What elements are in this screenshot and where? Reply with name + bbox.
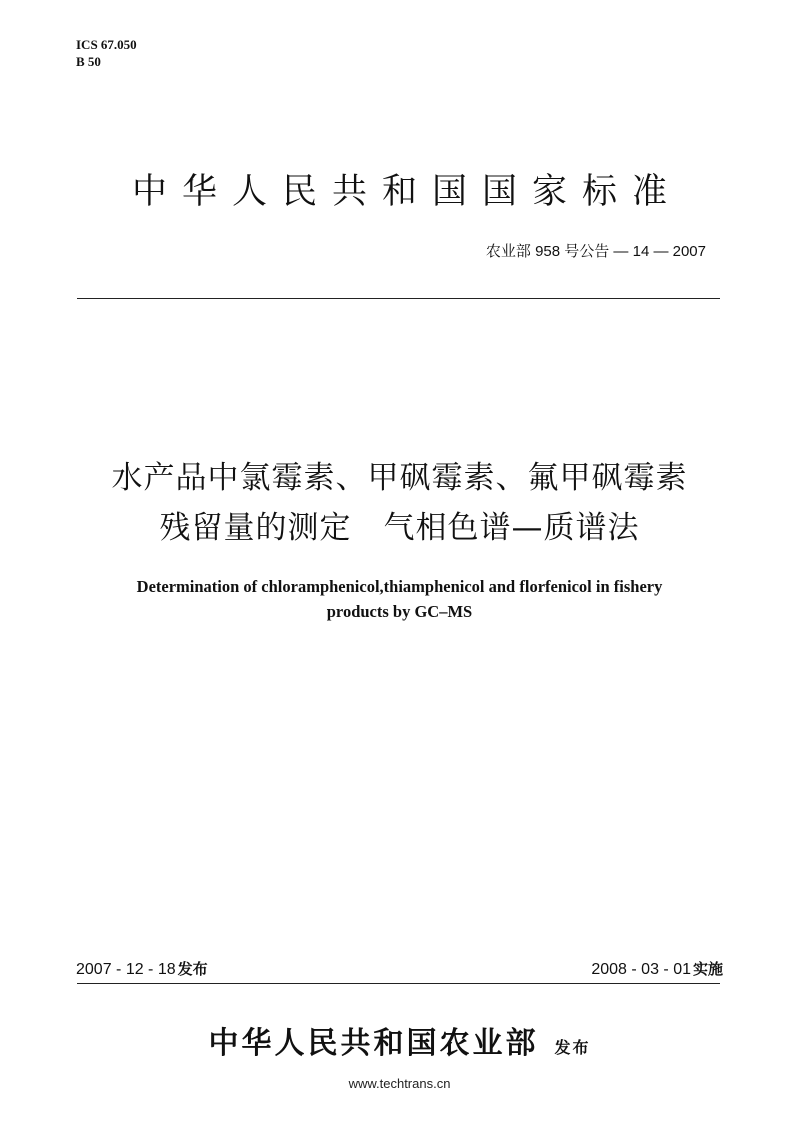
- ics-code: ICS 67.050: [76, 37, 137, 52]
- issue-date-value: 2007 - 12 - 18: [76, 961, 176, 978]
- classification-codes: [76, 36, 137, 70]
- english-title-line-2: products by GC–MS: [326, 602, 473, 621]
- ccs-code: B 50: [76, 54, 101, 69]
- chinese-title-line-2: 残留量的测定 气相色谱—质谱法: [159, 510, 640, 546]
- publisher: [0, 1018, 799, 1062]
- bottom-divider: [77, 983, 720, 984]
- chinese-title-line-1: 水产品中氯霉素、甲砜霉素、氟甲砜霉素: [111, 460, 688, 496]
- english-title: [0, 574, 799, 624]
- issue-date-label: 发布: [177, 961, 208, 978]
- top-divider: [77, 298, 720, 299]
- standard-number: 农业部 958 号公告 — 14 — 2007: [485, 243, 706, 260]
- footer-url: www.techtrans.cn: [348, 1076, 451, 1091]
- english-title-line-1: Determination of chloramphenicol,thiamphenicol and florfenicol in fishery: [136, 577, 663, 596]
- implementation-date-label: 实施: [692, 961, 723, 978]
- implementation-date-value: 2008 - 03 - 01: [591, 961, 691, 978]
- implementation-date: [591, 958, 723, 979]
- standard-type-title: 中华人民共和国国家标准: [131, 172, 682, 212]
- issue-date: [76, 958, 208, 979]
- publisher-action: 发布: [554, 1038, 591, 1057]
- publisher-name: 中华人民共和国农业部: [208, 1026, 539, 1061]
